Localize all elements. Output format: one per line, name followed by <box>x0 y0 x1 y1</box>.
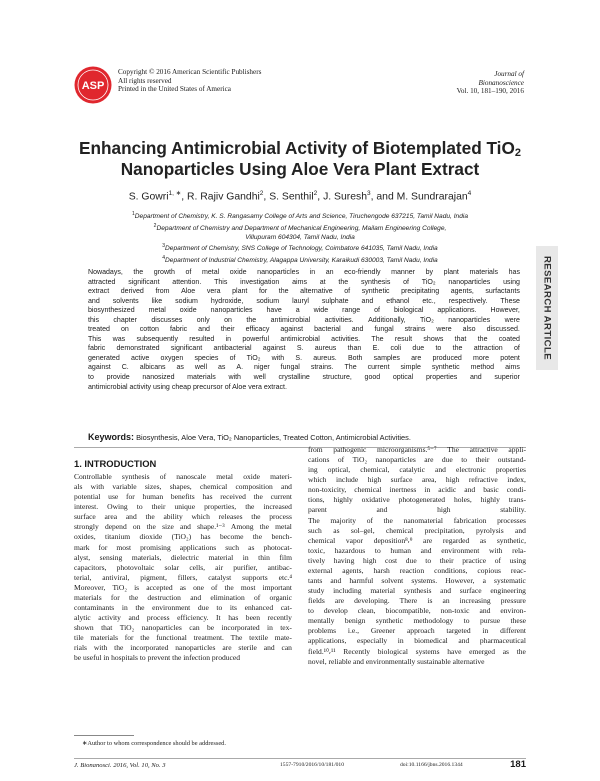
body-text-line: capacitors, photovoltaic solar cells, air purifier, antibac- <box>74 562 292 572</box>
copyright-line: Copyright © 2016 American Scientific Publishers <box>118 68 262 76</box>
author-name: J. Suresh <box>323 191 367 203</box>
body-column-left <box>74 472 292 663</box>
body-text-line: terial, antiviral, pigment, fillers, catalyst supports etc.⁴ <box>74 572 292 582</box>
author-separator: , <box>263 191 270 203</box>
author-affiliation-mark: 2 <box>313 190 318 197</box>
footer-issn: 1557-7910/2016/10/181/010 <box>280 762 345 768</box>
abstract-line: extract derived from Aloe vera plant for the alternative of synthetic precipitating agents, surfactants <box>88 288 520 296</box>
section-tab <box>536 246 558 370</box>
abstract-line: this chapter discusses only on the antimicrobial activities. Additionally, TiO₂ nanoparticles were <box>88 316 520 324</box>
author-separator: , and <box>370 191 397 203</box>
title-line-2: Nanoparticles Using Aloe Vera Plant Extract <box>120 159 480 179</box>
journal-name: Bionanoscience <box>478 78 524 87</box>
body-text-line: tants and harmful solvent systems. However, a systematic <box>308 576 526 586</box>
body-text-line: tile materials for the functional treatment. The textile mate- <box>74 633 292 643</box>
affiliation-text: Department of Chemistry, K. S. Rangasamy College of Arts and Science, Tiruchengode 637215, Tamil Nadu, India <box>134 213 468 221</box>
body-text-line: novel, reliable and environmentally sustainable alternative <box>308 656 485 666</box>
body-text-line: oxides, titanium dioxide (TiO₂) has become the bench- <box>74 532 292 542</box>
affiliations <box>60 210 540 266</box>
body-text-line: alytic activity and process efficiency. It has been recently <box>74 613 292 623</box>
affiliation-line <box>60 242 540 254</box>
abstract-line: fabric demonstrated significant antibacterial against S. aureus than E. coli due to the attraction of <box>88 345 520 353</box>
abstract <box>88 268 520 392</box>
affiliation-number: 4 <box>162 254 166 261</box>
author-name: S. Gowri <box>128 191 169 203</box>
abstract-line: and solvents like sodium hydroxide, sodium lauryl sulphate and ethanol etc., respectively. These <box>88 297 520 305</box>
abstract-line: This was subsequently resulted in powerful antimicrobial activities. The result shows that the coated <box>88 335 520 343</box>
rights-line: All rights reserved <box>118 76 172 85</box>
paper-title <box>40 138 560 180</box>
abstract-line: attracted significant attention. This investigation aims at the synthesis of TiO₂ nanoparticles using <box>88 278 520 286</box>
title-line-1: Enhancing Antimicrobial Activity of Biotemplated TiO <box>79 138 515 158</box>
affiliation-number: 3 <box>162 243 166 250</box>
author-separator: , <box>181 191 188 203</box>
footer-doi: doi:10.1166/jbns.2016.1344 <box>400 762 463 768</box>
footnote-divider <box>74 735 134 736</box>
abstract-line: Nowadays, the growth of metal oxide nanoparticles in an eco-friendly manner by plant materials has <box>88 269 520 276</box>
journal-info <box>457 70 524 96</box>
body-text-line: contaminants in the environment due to its enhanced cat- <box>74 603 292 613</box>
asp-logo-icon <box>74 66 112 104</box>
journal-of: Journal of <box>494 70 524 78</box>
page-number: 181 <box>510 759 526 770</box>
author-name: M. Sundrarajan <box>396 191 468 203</box>
affiliation-number: 1 <box>131 211 135 217</box>
body-text-line: such as sol–gel, chemical precipitation, pyrolysis and <box>308 525 526 535</box>
footnote: ∗Author to whom correspondence should be addressed. <box>82 740 226 747</box>
svg-text:ASP: ASP <box>81 80 105 92</box>
abstract-line: to provide nanosized materials with well crystalline structure, good optical properties and superior <box>88 374 520 382</box>
publisher-info <box>118 68 261 94</box>
affiliation-line <box>60 234 540 243</box>
keywords-label: Keywords: <box>88 432 135 442</box>
author-name: S. Senthil <box>269 191 314 203</box>
affiliation-text: Villupuram 604304, Tamil Nadu, India <box>245 233 355 241</box>
section-heading: 1. INTRODUCTION <box>74 458 157 469</box>
footer-journal: J. Bionanosci. 2016, Vol. 10, No. 3 <box>74 762 166 769</box>
body-text-line: be useful in hospitals to prevent the infection produced <box>74 653 240 663</box>
author-affiliation-mark: 4 <box>467 190 472 197</box>
body-text-line: ing optical, chemical, catalytic and electronic properties <box>308 465 526 475</box>
body-text-line: tively having high cost due to their practice of using <box>308 555 526 565</box>
body-text-line: which include high surface area, high refractive index, <box>308 475 526 485</box>
affiliation-text: Department of Chemistry, SNS College of Technology, Coimbatore 641035, Tamil Nadu, India <box>165 245 438 253</box>
abstract-line: biosynthesized metal oxide nanoparticles have a wide range of biological applications. However, <box>88 307 520 315</box>
affiliation-line <box>60 254 540 266</box>
abstract-line: against C. albicans as well as A. niger fungal strains. The current simple synthetic method aims <box>88 364 520 372</box>
body-text-line: alyst, sensing materials, dielectric material in thin film <box>74 552 292 562</box>
body-text-line: tions, highly oxidative photogenerated holes, highly trans- <box>308 495 526 505</box>
body-text-line: mentally benign synthetic methodology to pursue these <box>308 616 526 626</box>
footer-rule <box>74 758 526 759</box>
body-text-line: potential use for human benefits has received the current <box>74 492 292 502</box>
author-affiliation-mark: 1, ∗ <box>168 190 182 197</box>
body-text-line: chemical vapor deposition⁸⸴⁹ are regarded as synthetic, <box>308 535 526 545</box>
research-article-label: RESEARCH ARTICLE <box>541 255 553 361</box>
body-text-line: mark for most promising applications such as photocat- <box>74 542 292 552</box>
body-text-line: The majority of the nanomaterial fabrication processes <box>308 515 526 525</box>
body-text-line: to develop clean, biocompatible, non-toxic and environ- <box>308 606 526 616</box>
author-affiliation-mark: 3 <box>366 190 371 197</box>
abstract-line: generated active oxygen species of TiO₂ with S. aureus. Both samples are produced more potent <box>88 354 520 362</box>
abstract-line: treated on cotton fabric and their efficacy against bacterial and fungal strains were also discussed. <box>88 326 520 334</box>
body-text-line: field.¹⁰⸴¹¹ Recently biological systems have emerged as the <box>308 646 526 656</box>
printed-line: Printed in the United States of America <box>118 85 231 94</box>
affiliation-line <box>60 222 540 234</box>
author-affiliation-mark: 2 <box>259 190 264 197</box>
body-text-line: shown that TiO₂ nanoparticles can be incorporated in tex- <box>74 623 292 633</box>
body-text-line: from pathogenic microorganisms.⁵⁻⁷ The attractive appli- <box>308 445 526 454</box>
keywords <box>88 432 411 442</box>
body-text-line: Moreover, TiO₂ is accepted as one of the most important <box>74 582 292 592</box>
body-text-line: Controllable synthesis of nanoscale metal oxide materi- <box>74 472 292 481</box>
affiliation-text: Department of Industrial Chemistry, Alagappa University, Karaikudi 630003, Tamil Nadu, India <box>165 257 438 265</box>
volume-info: Vol. 10, 181–190, 2016 <box>456 87 524 96</box>
affiliation-text: Department of Chemistry and Department of Mechanical Engineering, Mailam Engineering College, <box>156 224 447 232</box>
affiliation-number: 2 <box>153 222 157 229</box>
body-text-line: fields are developing. There is an increasing pressure <box>308 596 526 606</box>
author-list <box>40 189 560 202</box>
body-text-line: toxic, hazardous to human and environment with rela- <box>308 545 526 555</box>
body-text-line: external agents, harsh reaction conditions, copious reac- <box>308 565 526 575</box>
author-name: R. Rajiv Gandhi <box>187 191 260 203</box>
affiliation-line <box>60 210 540 222</box>
author-separator: , <box>317 191 324 203</box>
body-text-line: surface area and the ability which releases the process <box>74 512 292 522</box>
body-text-line: cations of TiO₂ nanoparticles are due to their outstand- <box>308 455 526 465</box>
title-subscript: 2 <box>514 147 521 159</box>
body-text-line: parent and high stability. <box>308 505 526 515</box>
body-text-line: als with variable sizes, shapes, chemical composition and <box>74 482 292 492</box>
body-text-line: interest. Owing to their unique properties, the increased <box>74 502 292 512</box>
body-text-line: applications, especially in biomedical and pharmaceutical <box>308 636 526 646</box>
body-text-line: rials with the incorporated nanoparticles are sterile and can <box>74 643 292 653</box>
body-column-right <box>308 445 526 667</box>
abstract-line: antimicrobial activity using cheap precursor of Aloe vera extract. <box>88 383 287 391</box>
body-text-line: problems i.e., Greener approach targeted in different <box>308 626 526 636</box>
body-text-line: study including material synthesis and surface engineering <box>308 586 526 596</box>
body-text-line: materials for the destruction and elimination of organic <box>74 592 292 602</box>
body-text-line: strongly depend on the size and shape.¹⁻³ Among the metal <box>74 522 292 532</box>
body-text-line: non-toxicity, chemical inertness in acidic and basic condi- <box>308 485 526 495</box>
keywords-text: Biosynthesis, Aloe Vera, TiO₂ Nanoparticles, Treated Cotton, Antimicrobial Activities. <box>136 433 411 442</box>
